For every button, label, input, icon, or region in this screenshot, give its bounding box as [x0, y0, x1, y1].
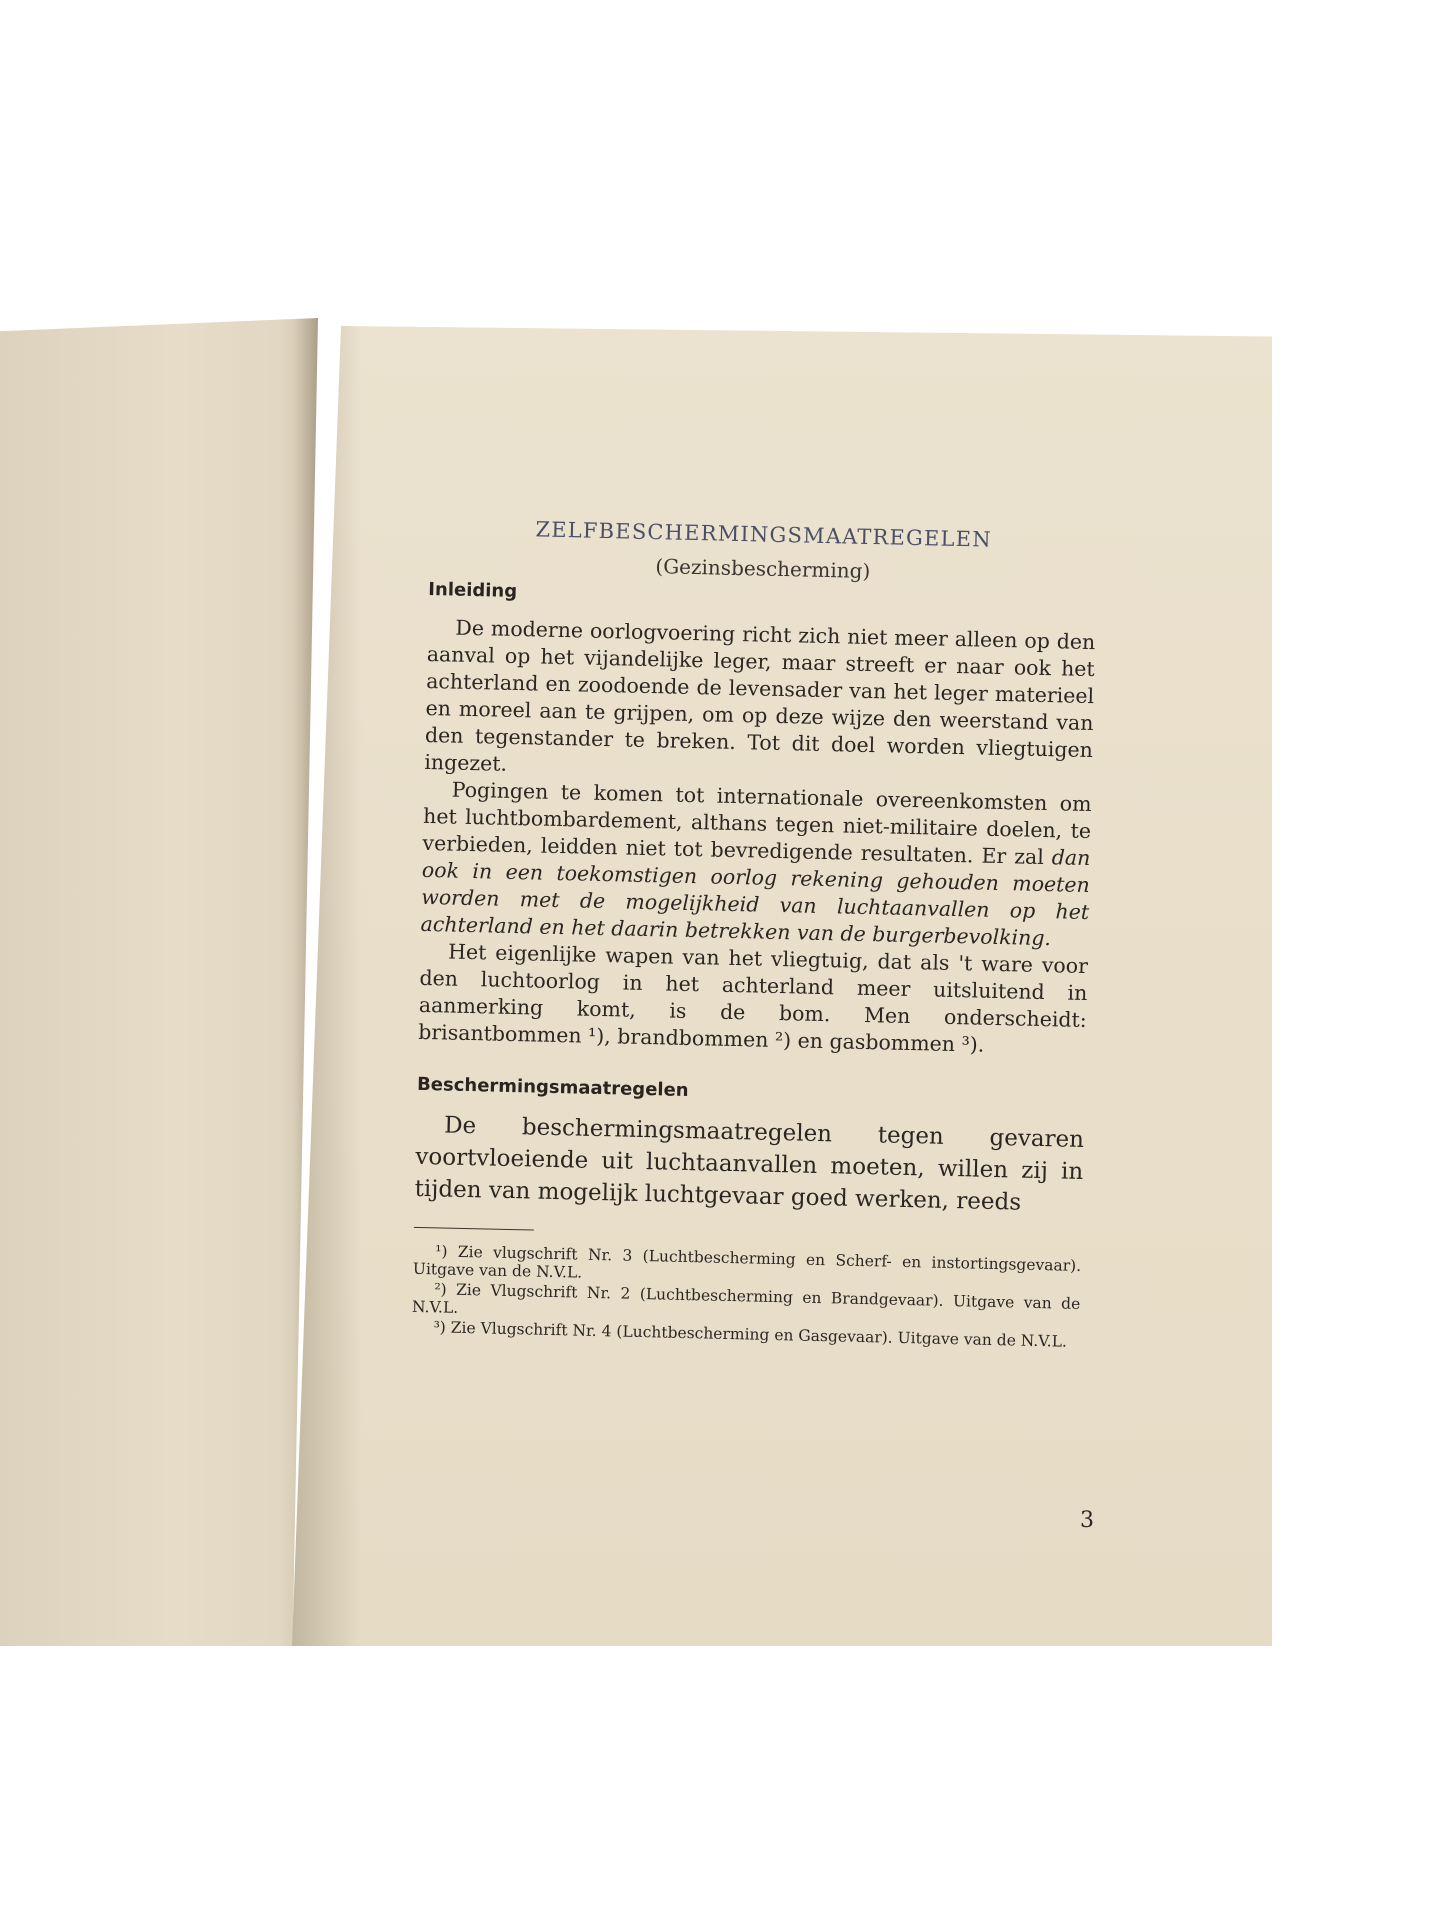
page-subtitle: (Gezinsbescherming): [655, 554, 871, 584]
page-text-block: [411, 515, 1097, 1353]
paragraph-2-regular: Pogingen te komen tot internationale overeenkomsten om het luchtbombardement, althans tegen niet-militaire doelen, te verbieden, leidden niet tot bevredigende resultaten. Er zal: [422, 777, 1092, 870]
page-title: ZELFBESCHERMINGSMAATREGELEN: [535, 517, 993, 552]
footnote-1: ¹) Zie vlugschrift Nr. 3 (Luchtbescherming en Scherf- en instortingsgevaar). Uitgave van de N.V.L.: [412, 1242, 1082, 1282]
left-page: [0, 318, 318, 1646]
footnote-2: ²) Zie Vlugschrift Nr. 2 (Luchtbescherming en Brandgevaar). Uitgave van de N.V.L.: [411, 1280, 1081, 1317]
page-number: 3: [1080, 1508, 1094, 1533]
section-heading-beschermingsmaatregelen: Beschermingsmaatregelen: [416, 1073, 689, 1102]
footnote-divider: [414, 1227, 534, 1231]
section-heading-inleiding: Inleiding: [428, 578, 518, 602]
paragraph-3: Het eigenlijke wapen van het vliegtuig, dat als 't ware voor den luchtoorlog in het achterland meer uitsluitend in aanmerking komt, is de bom. Men onderscheidt: brisantbommen ¹), brandbommen ²) en gasbommen ³).: [417, 939, 1089, 1057]
paragraph-2: [420, 776, 1092, 953]
paragraph-2-italic: dan ook in een toekomstigen oorlog rekening gehouden moeten worden met de mogelijkheid van luchtaanvallen op het achterland en het daarin betrekken van de burgerbevolking.: [420, 845, 1091, 951]
paragraph-4: De beschermingsmaatregelen tegen gevaren voortvloeiende uit luchtaanvallen moeten, willen zij in tijden van mogelijk luchtgevaar goed werken, reeds: [414, 1112, 1085, 1216]
footnote-3: ³) Zie Vlugschrift Nr. 4 (Luchtbescherming en Gasgevaar). Uitgave van de N.V.L.: [433, 1318, 1068, 1351]
paragraph-1: De moderne oorlogvoering richt zich niet meer alleen op den aanval op het vijandelijke leger, maar streeft er naar ook het achterland en zoodoende de levensader van het leger materieel en moreel aan te grijpen, om op deze wijze den weerstand van den tegenstander te breken. Tot dit doel worden vliegtuigen ingezet.: [424, 615, 1096, 776]
